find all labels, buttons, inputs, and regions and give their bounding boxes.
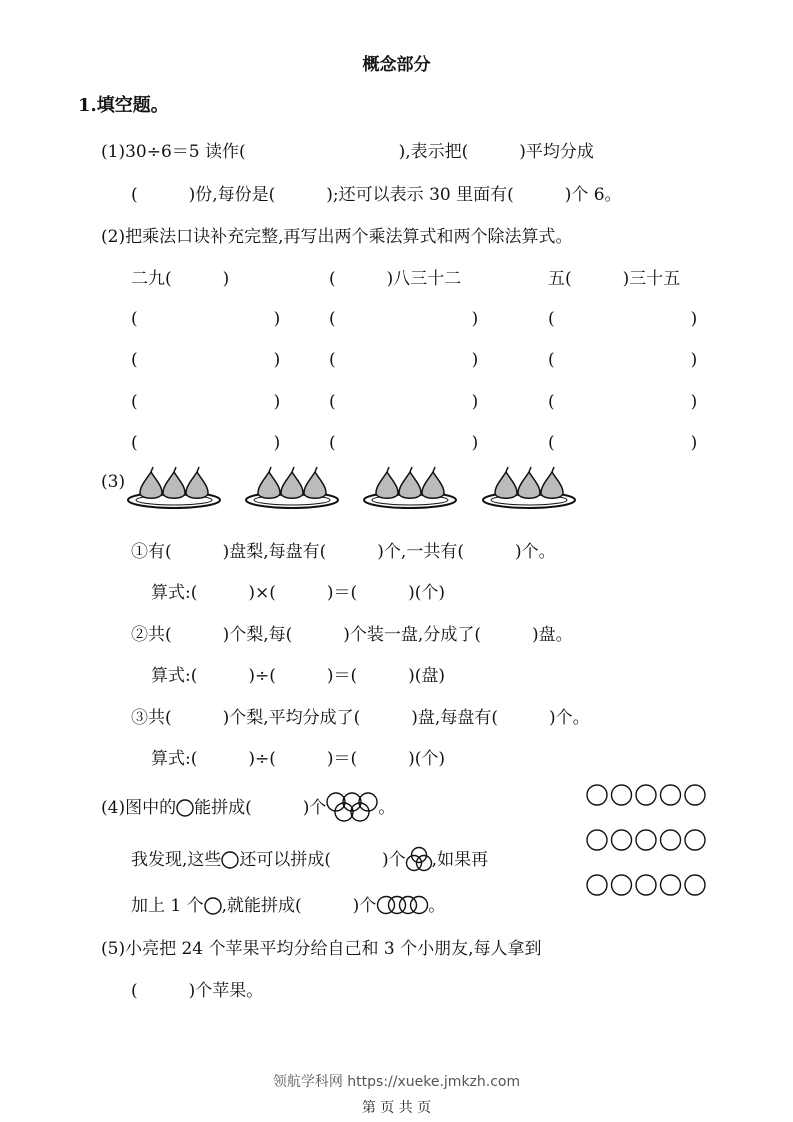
q2-blank: ( ) — [329, 309, 479, 329]
grid-circle — [636, 830, 656, 850]
q3-sub3-formula: 算式:( )÷( )＝( )(个) — [151, 749, 446, 769]
q4-text: ,就能拼成( )个 — [221, 896, 377, 916]
watermark-footer: 领航学科网 https://xueke.jmkzh.com — [272, 1074, 521, 1090]
q2-blank: ( ) — [131, 433, 281, 453]
q4-text: (4)图中的 — [101, 798, 177, 818]
q4-text: 加上 1 个 — [131, 896, 204, 916]
grid-circle — [587, 785, 607, 805]
q4-line3 — [131, 891, 445, 916]
four-rings-chain-icon — [376, 895, 428, 915]
q1-line2: ( )份,每份是( );还可以表示 30 里面有( )个 6。 — [131, 185, 622, 205]
q3-sub1: ①有( )盘梨,每盘有( )个,一共有( )个。 — [131, 542, 556, 562]
circle-icon — [176, 799, 194, 817]
q2-blank: ( ) — [131, 392, 281, 412]
q1-line1: (1)30÷6＝5 读作( ),表示把( )平均分成 — [101, 142, 594, 162]
q2-intro: (2)把乘法口诀补充完整,再写出两个乘法算式和两个除法算式。 — [101, 227, 573, 247]
pear-plate — [483, 467, 575, 508]
pear-plate — [364, 467, 456, 508]
grid-circle — [685, 875, 705, 895]
q4-line2 — [131, 845, 488, 871]
q4-text: 我发现,这些 — [131, 850, 222, 870]
pear-plates-illustration — [124, 466, 594, 512]
q2-blank: ( ) — [329, 433, 479, 453]
q3-sub2-formula: 算式:( )÷( )＝( )(盘) — [151, 666, 446, 686]
pear-plate — [128, 467, 220, 508]
grid-circle — [636, 875, 656, 895]
grid-circle — [661, 830, 681, 850]
q3-sub3: ③共( )个梨,平均分成了( )盘,每盘有( )个。 — [131, 708, 590, 728]
grid-circle — [612, 830, 632, 850]
section-heading: 1.填空题。 — [78, 95, 169, 116]
q2-blank: ( ) — [131, 309, 281, 329]
q2-blank: ( ) — [548, 433, 698, 453]
grid-circle — [685, 830, 705, 850]
q2-header-1: 二九( ) — [131, 269, 230, 289]
q2-blank: ( ) — [548, 309, 698, 329]
q4-line1 — [101, 791, 395, 823]
circle-icon — [221, 851, 239, 869]
q3-sub1-formula: 算式:( )×( )＝( )(个) — [151, 583, 446, 603]
grid-circle — [587, 875, 607, 895]
circle-grid — [585, 783, 710, 901]
q2-blank: ( ) — [548, 350, 698, 370]
q3-sub2: ②共( )个梨,每( )个装一盘,分成了( )盘。 — [131, 625, 573, 645]
grid-circle — [685, 785, 705, 805]
olympic-rings-icon — [326, 791, 378, 823]
q2-blank: ( ) — [329, 350, 479, 370]
q2-header-2: ( )八三十二 — [329, 269, 462, 289]
q4-text: ,如果再 — [431, 850, 489, 870]
q4-text: 还可以拼成( )个 — [239, 850, 406, 870]
grid-circle — [636, 785, 656, 805]
q4-text: 。 — [428, 896, 446, 916]
grid-circle — [661, 875, 681, 895]
q2-header-3: 五( )三十五 — [548, 269, 681, 289]
circle-icon — [204, 897, 222, 915]
q4-text: 能拼成( )个 — [194, 798, 327, 818]
grid-circle — [587, 830, 607, 850]
q2-blank: ( ) — [131, 350, 281, 370]
q5-line1: (5)小亮把 24 个苹果平均分给自己和 3 个小朋友,每人拿到 — [101, 939, 542, 959]
q2-blank: ( ) — [548, 392, 698, 412]
page-number: 第 页 共 页 — [361, 1100, 432, 1116]
q2-blank: ( ) — [329, 392, 479, 412]
q5-line2: ( )个苹果。 — [131, 981, 264, 1001]
grid-circle — [661, 785, 681, 805]
q3-label: (3) — [101, 472, 126, 492]
grid-circle — [612, 875, 632, 895]
three-rings-icon — [406, 847, 432, 871]
pear-plate — [246, 467, 338, 508]
q4-text: 。 — [378, 798, 396, 818]
page-title: 概念部分 — [362, 55, 431, 75]
grid-circle — [612, 785, 632, 805]
